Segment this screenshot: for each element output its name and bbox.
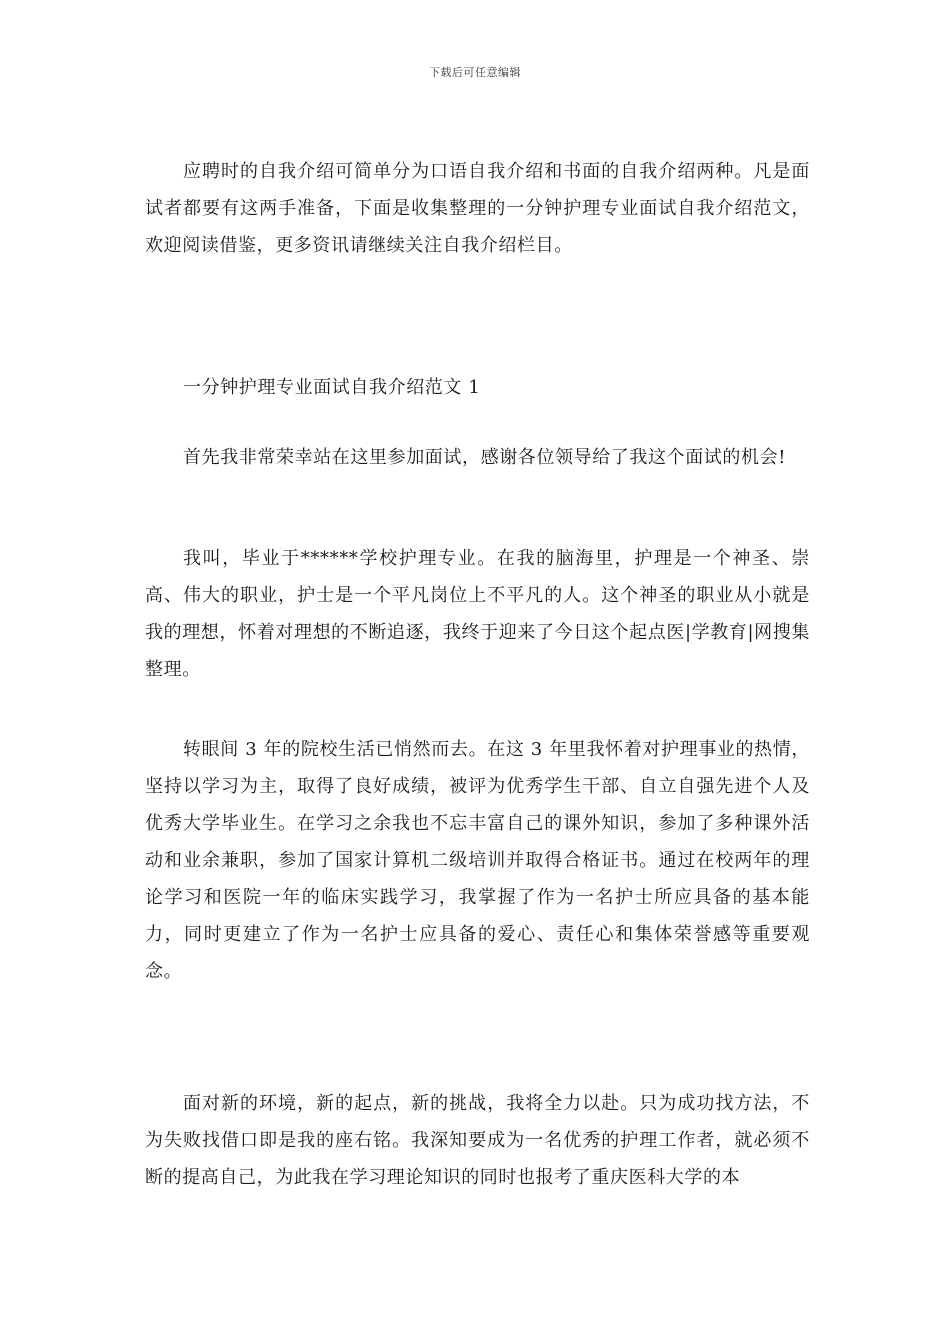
body-paragraph-1: 首先我非常荣幸站在这里参加面试，感谢各位领导给了我这个面试的机会! — [183, 447, 787, 468]
body-paragraph-4: 面对新的环境，新的起点，新的挑战，我将全力以赴。只为成功找方法，不为失败找借口即是我的座右铭。我深知要成为一名优秀的护理工作者，就必须不断的提高自己，为此我在学习理论知识的同时也报考了重庆医科大学的本 — [145, 1093, 810, 1188]
body-paragraph-2: 我叫，毕业于******学校护理专业。在我的脑海里，护理是一个神圣、崇高、伟大的职业，护士是一个平凡岗位上不平凡的人。这个神圣的职业从小就是我的理想，怀着对理想的不断追逐，我终于迎来了今日这个起点医|学教育|网搜集整理。 — [145, 548, 810, 680]
section-heading: 一分钟护理专业面试自我介绍范文 1 — [183, 377, 481, 398]
body-paragraph-3: 转眼间 3 年的院校生活已悄然而去。在这 3 年里我怀着对护理事业的热情，坚持以学习为主，取得了良好成绩，被评为优秀学生干部、自立自强先进个人及优秀大学毕业生。在学习之余我也不忘丰富自己的课外知识，参加了多种课外活动和业余兼职，参加了国家计算机二级培训并取得合格证书。通过在校两年的理论学习和医院一年的临床实践学习，我掌握了作为一名护士所应具备的基本能力，同时更建立了作为一名护士应具备的爱心、责任心和集体荣誉感等重要观念。 — [145, 739, 810, 982]
header-note: 下载后可任意编辑 — [429, 66, 521, 79]
intro-paragraph: 应聘时的自我介绍可简单分为口语自我介绍和书面的自我介绍两种。凡是面试者都要有这两手准备，下面是收集整理的一分钟护理专业面试自我介绍范文，欢迎阅读借鉴，更多资讯请继续关注自我介绍栏目。 — [145, 161, 810, 256]
